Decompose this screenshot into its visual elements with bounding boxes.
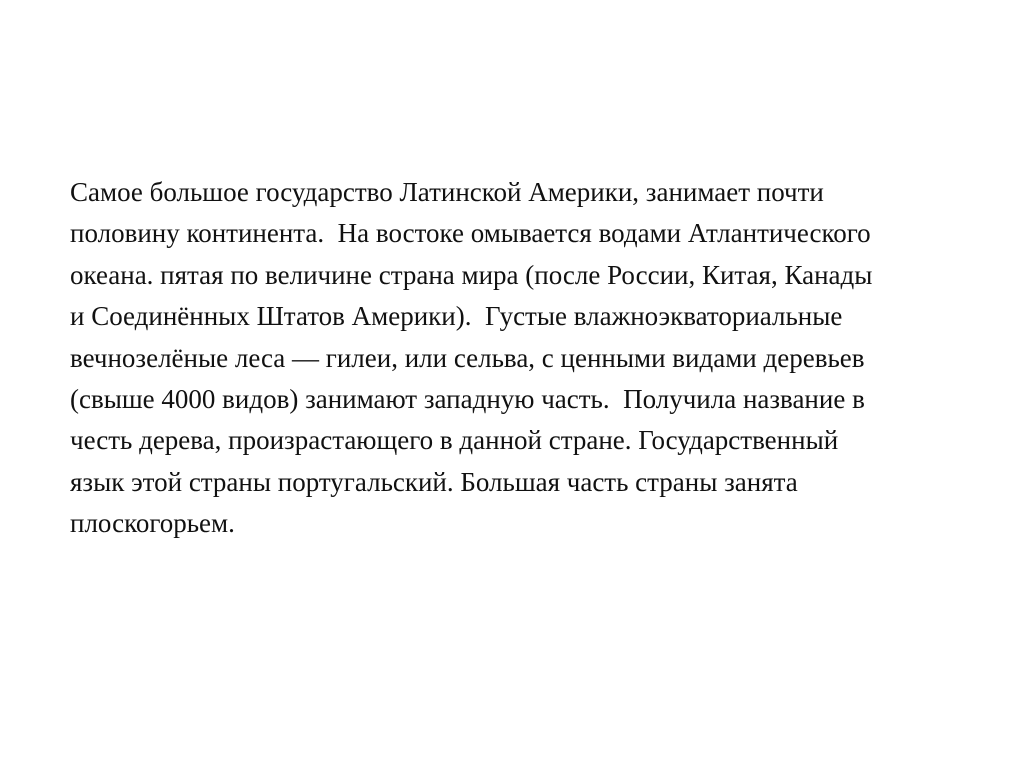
- paragraph-line: половину континента. На востоке омывается водами Атлантического: [70, 218, 871, 249]
- body-paragraph: [70, 172, 970, 545]
- paragraph-line: и Соединённых Штатов Америки). Густые влажноэкваториальные: [70, 301, 843, 332]
- paragraph-line: плоскогорьем.: [70, 508, 235, 539]
- paragraph-line: (свыше 4000 видов) занимают западную часть. Получила название в: [70, 384, 865, 415]
- paragraph-line: вечнозелёные леса — гилеи, или сельва, с ценными видами деревьев: [70, 342, 865, 373]
- paragraph-line: честь дерева, произрастающего в данной стране. Государственный: [70, 425, 839, 456]
- paragraph-line: океана. пятая по величине страна мира (после России, Китая, Канады: [70, 259, 873, 290]
- paragraph-line: Самое большое государство Латинской Америки, занимает почти: [70, 177, 824, 207]
- paragraph-line: язык этой страны португальский. Большая часть страны занята: [70, 466, 798, 497]
